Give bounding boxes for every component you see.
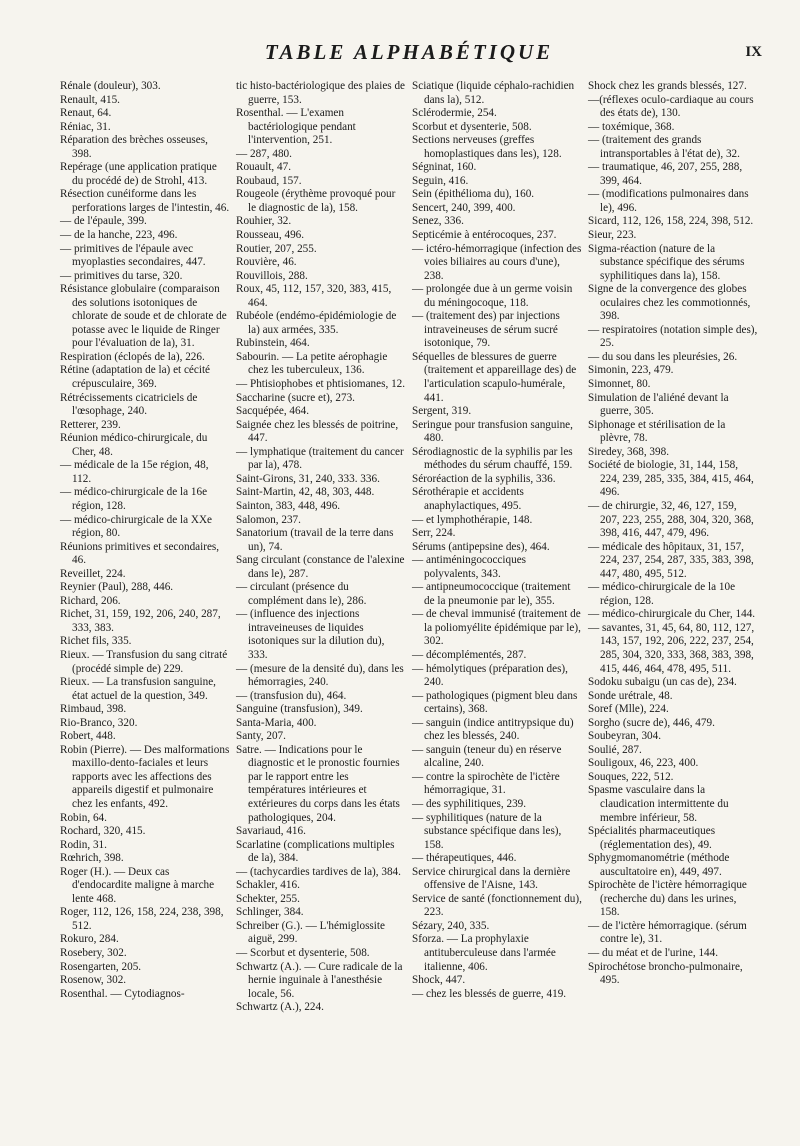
index-entry: Santa-Maria, 400. (236, 716, 317, 729)
index-entry: Réniac, 31. (60, 120, 111, 133)
index-entry: Siredey, 368, 398. (588, 445, 669, 458)
index-entry: — ictéro-hémorragique (infection des voies biliaires au cours d'une), 238. (412, 242, 582, 282)
index-entry: Savariaud, 416. (236, 825, 306, 838)
index-entry: Rouault, 47. (236, 161, 292, 174)
index-entry: Sérodiagnostic de la syphilis par les méthodes du sérum chauffé, 159. (412, 445, 573, 472)
index-entry: Simonnet, 80. (588, 378, 651, 391)
index-entry: Spasme vasculaire dans la claudication intermittente du membre inférieur, 58. (588, 784, 729, 824)
index-entry: — Phtisiophobes et phtisiomanes, 12. (236, 378, 406, 391)
index-entry: Spécialités pharmaceutiques (réglementation des), 49. (588, 825, 716, 851)
index-entry: Septicémie à entérocoques, 237. (412, 229, 557, 242)
index-entry: — pathologiques (pigment bleu dans certains), 368. (412, 689, 578, 716)
index-entry: Résistance globulaire (comparaison des solutions isotoniques de chlorate de soude et de chlorate de potasse avec le liquide de Ringer pour l'évaluation de la), 31. (60, 283, 227, 350)
index-entry: Shock chez les grands blessés, 127. (588, 80, 747, 92)
index-entry: Roger (H.). — Deux cas d'endocardite maligne à marche lente 468. (60, 865, 215, 905)
index-entry: Réparation des brèches osseuses, 398. (60, 134, 208, 160)
index-entry: Signe de la convergence des globes oculaires chez les commotionnés, 398. (588, 283, 751, 323)
index-entry: — 287, 480. (236, 147, 292, 160)
index-entry: — antiméningococciques polyvalents, 343. (412, 554, 527, 580)
index-entry: Sigma-réaction (nature de la substance spécifique des sérums syphilitiques dans la), 158. (588, 242, 745, 282)
index-entry: Richet fils, 335. (60, 635, 132, 648)
index-entry: Simulation de l'aliéné devant la guerre, 305. (588, 391, 729, 418)
index-entry: — (transfusion du), 464. (236, 689, 347, 702)
index-entry: Roux, 45, 112, 157, 320, 383, 415, 464. (236, 283, 392, 309)
index-entry: — médicale de la 15e région, 48, 112. (60, 459, 209, 485)
index-entry: Scorbut et dysenterie, 508. (412, 120, 532, 133)
index-entry: — et lymphothérapie, 148. (412, 513, 533, 526)
index-entry: Sieur, 223. (588, 229, 637, 242)
index-entry: Service de santé (fonctionnement du), 223. (412, 892, 582, 919)
index-entry: Roubaud, 157. (236, 174, 302, 187)
index-entry: Saint-Martin, 42, 48, 303, 448. (236, 486, 375, 499)
index-entry: Rochard, 320, 415. (60, 825, 146, 838)
index-entry: Rouvillois, 288. (236, 269, 308, 282)
index-entry: — hémolytiques (préparation des), 240. (412, 662, 568, 689)
index-column-3 (412, 80, 582, 1015)
index-entry: Rœhrich, 398. (60, 852, 124, 865)
index-entry: Société de biologie, 31, 144, 158, 224, 239, 285, 335, 384, 415, 464, 496. (588, 459, 754, 499)
index-entry: Renaut, 64. (60, 107, 112, 120)
index-entry: —(réflexes oculo-cardiaque au cours des états de), 130. (588, 93, 754, 120)
index-entry: Sainton, 383, 448, 496. (236, 499, 341, 512)
index-entry: — du méat et de l'urine, 144. (588, 947, 719, 959)
index-entry: Schwartz (A.), 224. (236, 1001, 324, 1014)
index-entry: Repérage (une application pratique du procédé de) de Strohl, 413. (60, 161, 217, 187)
index-entry: Sanguine (transfusion), 349. (236, 703, 363, 716)
index-entry: — primitives du tarse, 320. (60, 269, 183, 282)
index-entry: — syphilitiques (nature de la substance spécifique dans les), 158. (412, 811, 562, 851)
page-number: IX (745, 44, 762, 60)
index-entry: — thérapeutiques, 446. (412, 852, 517, 865)
index-entry: — sanguin (indice antitrypsique du) chez les blessés, 240. (412, 716, 574, 743)
index-entry: Scarlatine (complications multiples de la), 384. (236, 838, 395, 865)
page-title: TABLE ALPHABÉTIQUE (264, 40, 554, 64)
index-column-1 (60, 80, 230, 1015)
index-entry: — lymphatique (traitement du cancer par la), 478. (236, 445, 404, 472)
index-entry: — savantes, 31, 45, 64, 80, 112, 127, 143, 157, 192, 206, 222, 237, 254, 285, 304, 320, 333, 368, 383, 398, 415, 446, 464, 478, 495, 511. (588, 621, 755, 675)
index-entry: Schakler, 416. (236, 879, 300, 892)
index-entry: Séquelles de blessures de guerre (traitement et appareillage des) de l'articulation scapulo-humérale, 441. (412, 350, 577, 404)
index-entry: Simonin, 223, 479. (588, 364, 674, 377)
index-entry: — toxémique, 368. (588, 120, 675, 133)
index-entry: Schlinger, 384. (236, 906, 304, 919)
index-entry: Spirochète de l'ictère hémorragique (recherche du) dans les urines, 158. (588, 879, 747, 919)
index-entry: Richet, 31, 159, 192, 206, 240, 287, 333, 383. (60, 608, 221, 634)
index-entry: Richard, 206. (60, 594, 121, 607)
index-entry: Robin (Pierre). — Des malformations maxillo-dento-faciales et leurs rapports avec les affections des appareils digestif et pulmonaire chez les enfants, 492. (60, 743, 230, 810)
index-entry: — chez les blessés de guerre, 419. (412, 987, 567, 1000)
index-entry: — de l'épaule, 399. (60, 215, 147, 228)
index-entry: Respiration (éclopés de la), 226. (60, 350, 205, 363)
index-entry: — de l'ictère hémorragique. (sérum contre le), 31. (588, 919, 747, 946)
index-entry: Soref (Mlle), 224. (588, 703, 669, 716)
index-entry: Rimbaud, 398. (60, 703, 127, 716)
index-entry: Sein (épithélioma du), 160. (412, 188, 535, 201)
index-entry: — médicale des hôpitaux, 31, 157, 224, 237, 254, 287, 335, 383, 398, 447, 480, 495, 512. (588, 540, 754, 580)
index-entry: — des syphilitiques, 239. (412, 797, 527, 810)
index-column-2 (236, 80, 406, 1015)
index-entry: Sonde urétrale, 48. (588, 689, 673, 702)
index-entry: Rosengarten, 205. (60, 960, 142, 973)
index-entry: Sergent, 319. (412, 405, 472, 418)
index-entry: Satre. — Indications pour le diagnostic et le pronostic fournies par le rapport entre les températures intérieures et extérieures du corps dans les états pathologiques, 204. (236, 743, 400, 824)
index-entry: Soulié, 287. (588, 743, 642, 756)
index-entry: — médico-chirurgicale de la XXe région, 80. (60, 513, 213, 540)
index-entry: — de chirurgie, 32, 46, 127, 159, 207, 223, 255, 288, 304, 320, 368, 398, 416, 447, 479, 496. (588, 499, 754, 540)
index-entry: Réunions primitives et secondaires, 46. (60, 540, 220, 567)
index-entry: Seringue pour transfusion sanguine, 480. (412, 418, 573, 445)
index-entry: — prolongée due à un germe voisin du méningocoque, 118. (412, 283, 573, 309)
index-entry: — sanguin (teneur du) en réserve alcaline, 240. (412, 743, 562, 770)
index-entry: Serr, 224. (412, 527, 456, 540)
index-entry: Sérothérapie et accidents anaphylactiques, 495. (412, 486, 524, 512)
index-entry: — du sou dans les pleurésies, 26. (588, 350, 738, 363)
index-entry: Sang circulant (constance de l'alexine dans le), 287. (236, 554, 405, 580)
index-entry: — traumatique, 46, 207, 255, 288, 399, 464. (588, 161, 743, 187)
index-entry: Routier, 207, 255. (236, 242, 317, 255)
index-entry: Rubéole (endémo-épidémiologie de la) aux armées, 335. (236, 310, 397, 336)
index-entry: Rosenthal. — Cytodiagnos- (60, 987, 185, 1000)
page-header (56, 40, 762, 70)
index-entry: Sforza. — La prophylaxie antituberculeuse dans l'armée italienne, 406. (412, 933, 556, 973)
index-entry: Rougeole (érythème provoqué pour le diagnostic de la), 158. (236, 188, 396, 214)
index-entry: — Scorbut et dysenterie, 508. (236, 947, 370, 959)
index-entry: Saignée chez les blessés de poitrine, 447. (236, 418, 399, 445)
index-entry: Rosenow, 302. (60, 974, 127, 987)
index-entry: Schekter, 255. (236, 892, 300, 905)
index-column-4 (588, 80, 758, 1015)
index-entry: Séroréaction de la syphilis, 336. (412, 472, 556, 485)
index-entry: Retterer, 239. (60, 418, 121, 431)
index-entry: Rodin, 31. (60, 838, 107, 851)
index-entry: Soubeyran, 304. (588, 730, 662, 743)
index-entry: Sorgho (sucre de), 446, 479. (588, 716, 715, 729)
index-entry: Sanatorium (travail de la terre dans un), 74. (236, 527, 394, 553)
index-entry: Rieux. — La transfusion sanguine, état actuel de la question, 349. (60, 676, 216, 702)
index-entry: Roger, 112, 126, 158, 224, 238, 398, 512. (60, 906, 224, 932)
index-entry: Rosebery, 302. (60, 947, 127, 959)
index-entry: Rieux. — Transfusion du sang citraté (procédé simple de) 229. (60, 648, 228, 675)
index-entry: Sections nerveuses (greffes homoplastiques dans les), 128. (412, 134, 562, 160)
index-entry: Schwartz (A.). — Cure radicale de la hernie inguinale à l'anesthésie locale, 56. (236, 960, 403, 1000)
index-entry: — (traitement des) par injections intraveineuses de sérum sucré isotonique, 79. (412, 310, 560, 350)
index-entry: — (mesure de la densité du), dans les hémorragies, 240. (236, 662, 404, 689)
index-entry: Sabourin. — La petite aérophagie chez les tuberculeux, 136. (236, 350, 388, 377)
index-entry: — médico-chirurgicale de la 10e région, 128. (588, 581, 736, 607)
index-entry: — antipneumococcique (traitement de la pneumonie par le), 355. (412, 581, 571, 607)
index-entry: Robin, 64. (60, 811, 107, 824)
index-entry: Souques, 222, 512. (588, 770, 674, 783)
index-entry: Senez, 336. (412, 215, 464, 228)
index-entry: Résection cunéiforme dans les perforations larges de l'intestin, 46. (60, 188, 230, 214)
index-entry: Siphonage et stérilisation de la plèvre, 78. (588, 418, 726, 445)
index-entry: — de cheval immunisé (traitement de la poliomyélite épidémique par le), 302. (412, 608, 581, 648)
index-entry: — respiratoires (notation simple des), 25. (588, 323, 758, 350)
index-entry: Ségninat, 160. (412, 161, 477, 174)
index-entry: Shock, 447. (412, 974, 466, 987)
index-entry: — médico-chirurgicale du Cher, 144. (588, 608, 756, 621)
index-entry: Sodoku subaigu (un cas de), 234. (588, 676, 737, 689)
index-entry: Sézary, 240, 335. (412, 919, 490, 932)
index-entry: Sphygmomanométrie (méthode auscultatoire en), 449, 497. (588, 852, 730, 878)
index-entry: Rétine (adaptation de la) et cécité crépusculaire, 369. (60, 364, 211, 391)
index-entry: Spirochétose broncho-pulmonaire, 495. (588, 960, 743, 987)
index-entry: Seguin, 416. (412, 174, 469, 187)
index-entry: Reveillet, 224. (60, 567, 126, 580)
index-entry: Reynier (Paul), 288, 446. (60, 581, 174, 594)
index-entry: — médico-chirurgicale de la 16e région, 128. (60, 486, 208, 512)
index-entry: Salomon, 237. (236, 513, 301, 526)
index-entry: Robert, 448. (60, 730, 116, 743)
index-entry: Sérums (antipepsine des), 464. (412, 540, 550, 553)
index-entry: Rubinstein, 464. (236, 337, 310, 350)
index-entry: Sencert, 240, 399, 400. (412, 201, 516, 214)
index-entry: Rokuro, 284. (60, 933, 119, 946)
index-entry: — (traitement des grands intransportables à l'état de), 32. (588, 134, 740, 160)
index-entry: — circulant (présence du complément dans le), 286. (236, 581, 367, 607)
index-entry: Rosenthal. — L'examen bactériologique pendant l'intervention, 251. (236, 107, 356, 147)
index-entry: — contre la spirochète de l'ictère hémorragique, 31. (412, 770, 560, 797)
index-entry: — primitives de l'épaule avec myoplasties secondaires, 447. (60, 242, 206, 269)
index-entry: Saint-Girons, 31, 240, 333. 336. (236, 472, 380, 485)
index-entry: Service chirurgical dans la dernière offensive de l'Aisne, 143. (412, 865, 571, 892)
index-entry: Renault, 415. (60, 93, 120, 106)
index-entry: Rio-Branco, 320. (60, 716, 138, 729)
index-entry: Sciatique (liquide céphalo-rachidien dans la), 512. (412, 80, 575, 106)
index-entry: Rousseau, 496. (236, 229, 305, 242)
index-entry: Souligoux, 46, 223, 400. (588, 757, 699, 770)
index-entry: Schreiber (G.). — L'hémiglossite aiguë, 299. (236, 919, 385, 946)
index-entry: — de la hanche, 223, 496. (60, 229, 178, 242)
index-entry: Rénale (douleur), 303. (60, 80, 161, 92)
index-entry: — (influence des injections intraveineuses de liquides isotoniques sur la dilution du), 333. (236, 608, 385, 661)
index-entry: Santy, 207. (236, 730, 286, 743)
index-entry: Rouhier, 32. (236, 215, 292, 228)
index-entry: Sicard, 112, 126, 158, 224, 398, 512. (588, 215, 754, 228)
index-entry: Sacquépée, 464. (236, 405, 310, 418)
index-entry: — décomplémentés, 287. (412, 648, 527, 661)
index-entry: — (modifications pulmonaires dans le), 496. (588, 188, 749, 214)
index-entry: tic histo-bactériologique des plaies de guerre, 153. (236, 80, 406, 106)
index-entry: — (tachycardies tardives de la), 384. (236, 865, 401, 878)
index-entry: Saccharine (sucre et), 273. (236, 391, 355, 404)
index-entry: Rétrécissements cicatriciels de l'œsophage, 240. (60, 391, 198, 418)
index-entry: Rouvière, 46. (236, 256, 297, 269)
index-entry: Sclérodermie, 254. (412, 107, 497, 120)
index-entry: Réunion médico-chirurgicale, du Cher, 48. (60, 432, 208, 458)
index-columns (60, 80, 766, 1015)
